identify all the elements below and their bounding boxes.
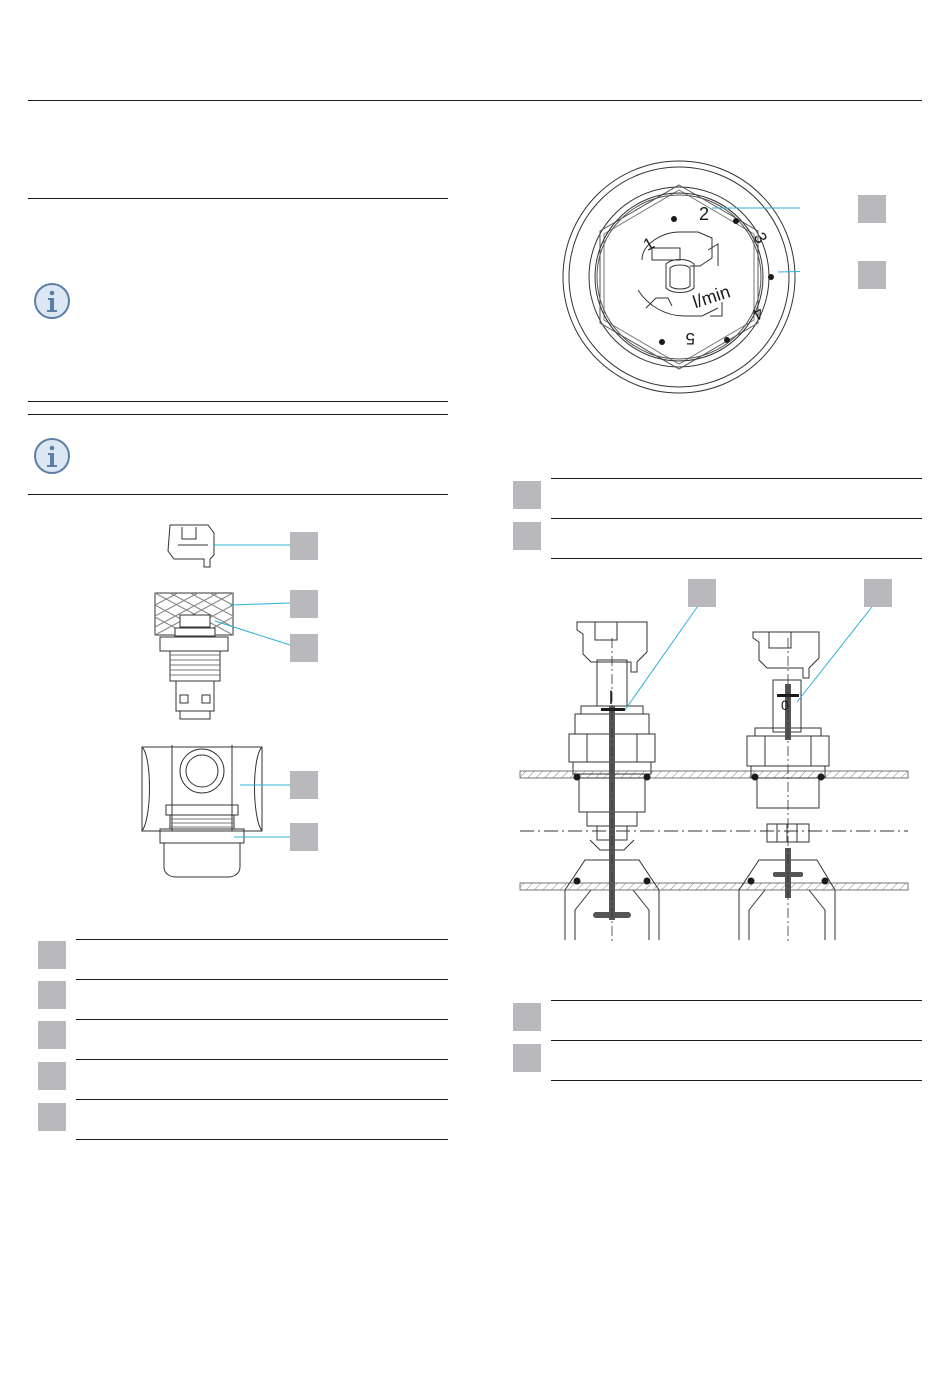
- section-rule-3: [28, 414, 448, 415]
- callout-badge: [290, 532, 318, 560]
- page-top-rule: [28, 100, 922, 101]
- step-rule: [76, 979, 448, 980]
- callout-badge: [858, 195, 886, 223]
- section-rule-4: [28, 494, 448, 495]
- step-rule: [76, 1139, 448, 1140]
- left-indicator-label: l: [609, 688, 613, 708]
- callout-badge: [290, 634, 318, 662]
- step-badge: [38, 1103, 66, 1131]
- callout-badge: [290, 823, 318, 851]
- callout-badge: [290, 771, 318, 799]
- dial-number: 4: [749, 302, 767, 325]
- section-rule-1: [28, 198, 448, 199]
- step-badge: [513, 1003, 541, 1031]
- step-rule: [551, 1040, 922, 1041]
- step-rule: [551, 478, 922, 479]
- callout-badge: [864, 579, 892, 607]
- dial-number: 3: [749, 229, 772, 247]
- section-rule-2: [28, 401, 448, 402]
- callout-badge: [290, 590, 318, 618]
- dial-number: 2: [699, 204, 710, 224]
- info-icon: [33, 437, 71, 475]
- step-badge: [513, 522, 541, 550]
- step-rule: [551, 1080, 922, 1081]
- step-badge: [38, 941, 66, 969]
- step-badge: [38, 1062, 66, 1090]
- right-indicator-label: 0: [781, 697, 789, 713]
- step-rule: [551, 1000, 922, 1001]
- step-rule: [551, 518, 922, 519]
- step-rule: [76, 1099, 448, 1100]
- dial-number: 5: [685, 329, 695, 348]
- info-icon: [33, 282, 71, 320]
- step-rule: [76, 1059, 448, 1060]
- section-view-figure: [515, 578, 915, 948]
- step-rule: [551, 558, 922, 559]
- step-rule: [76, 1019, 448, 1020]
- callout-badge: [688, 579, 716, 607]
- dial-unit-label: l/min: [690, 281, 733, 313]
- step-badge: [513, 1044, 541, 1072]
- dial-labels: [560, 140, 800, 415]
- step-rule: [76, 939, 448, 940]
- step-badge: [513, 481, 541, 509]
- step-badge: [38, 1021, 66, 1049]
- callout-badge: [858, 261, 886, 289]
- step-badge: [38, 981, 66, 1009]
- dial-number: 1: [640, 233, 658, 255]
